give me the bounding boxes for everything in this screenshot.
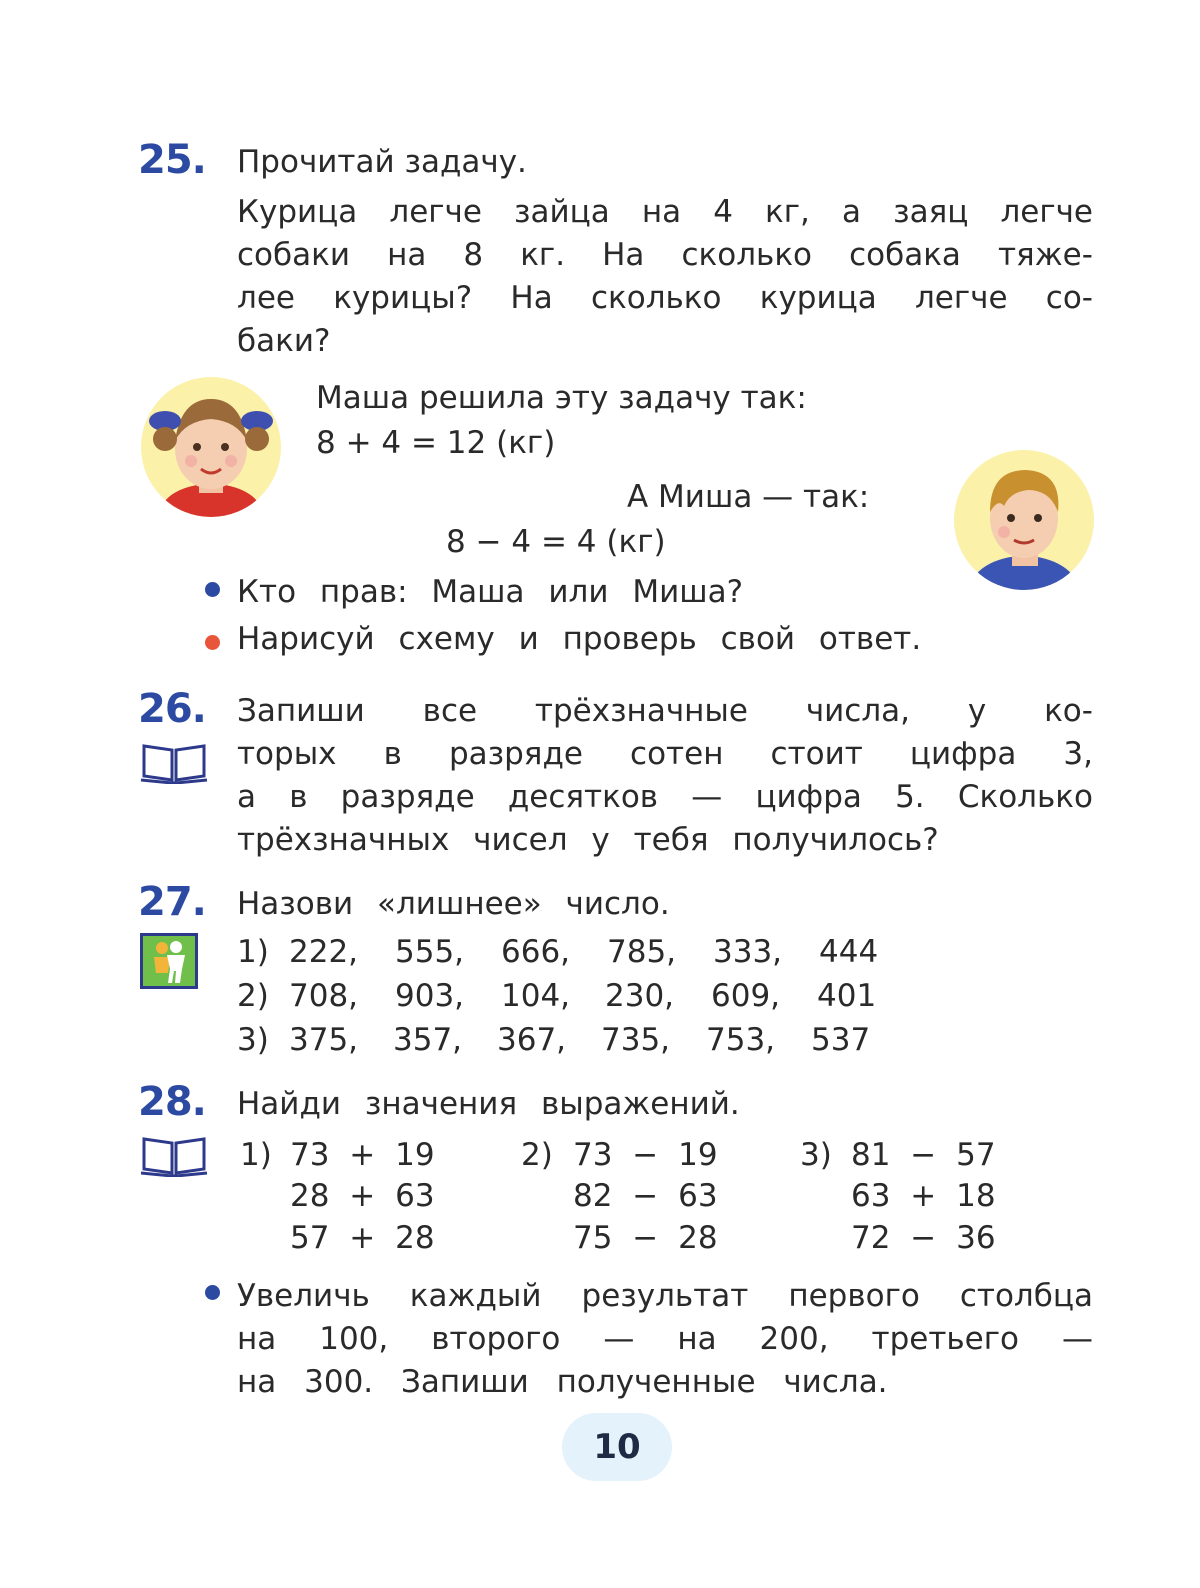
page-number: 10 [562, 1413, 672, 1481]
masha-statement: Маша решила эту задачу так: [316, 380, 807, 416]
task-27-row-2-label: 2) [237, 978, 269, 1014]
task-28-col-1-expr-1: 73 + 19 [290, 1137, 435, 1173]
task-25-line-1: Курица легче зайца на 4 кг, а заяц легче [237, 194, 1093, 230]
task-25-line-4: баки? [237, 323, 331, 359]
task-25-line-2: собаки на 8 кг. На сколько собака тяже- [237, 237, 1093, 273]
task-25-title: Прочитай задачу. [237, 144, 527, 180]
task-27-row-2-v6: 401 [817, 978, 877, 1014]
task-28-col-3-expr-1: 81 − 57 [851, 1137, 996, 1173]
task-27-row-3-v5: 753, [706, 1022, 776, 1058]
misha-solution: 8 − 4 = 4 (кг) [446, 524, 666, 560]
task-27-row-2-v5: 609, [711, 978, 781, 1014]
task-28-col-2-expr-3: 75 − 28 [573, 1220, 718, 1256]
task-28-note-line-3: на 300. Запиши полученные числа. [237, 1364, 888, 1400]
task-27-row-1-label: 1) [237, 934, 269, 970]
task-27-row-1-v1: 222, [289, 934, 359, 970]
task-25-question-who: Кто прав: Маша или Миша? [237, 574, 744, 610]
task-27-row-1-v5: 333, [713, 934, 783, 970]
task-27-row-3-v4: 735, [601, 1022, 671, 1058]
task-28-col-1-expr-2: 28 + 63 [290, 1178, 435, 1214]
misha-statement: А Миша — так: [627, 479, 870, 515]
task-27-row-1-v6: 444 [819, 934, 879, 970]
task-27-row-2-v4: 230, [605, 978, 675, 1014]
task-27-row-1-v2: 555, [395, 934, 465, 970]
task-28-col-1-expr-3: 57 + 28 [290, 1220, 435, 1256]
task-27-row-3-label: 3) [237, 1022, 269, 1058]
task-27-row-1-v3: 666, [501, 934, 571, 970]
misha-avatar [954, 450, 1094, 590]
book-icon [140, 1133, 208, 1181]
task-27-row-2-v3: 104, [501, 978, 571, 1014]
task-27-row-1-v4: 785, [607, 934, 677, 970]
task-26-number: 26. [138, 686, 206, 732]
task-28-note-line-2: на 100, второго — на 200, третьего — [237, 1321, 1093, 1357]
masha-avatar [141, 377, 281, 517]
masha-solution: 8 + 4 = 12 (кг) [316, 425, 556, 461]
task-25-number: 25. [138, 137, 206, 183]
task-26-line-2: торых в разряде сотен стоит цифра 3, [237, 736, 1093, 772]
book-icon [140, 740, 208, 788]
task-28-title: Найди значения выражений. [237, 1086, 740, 1122]
pair-work-icon [140, 933, 198, 993]
task-28-number: 28. [138, 1079, 206, 1125]
task-28-col-2-expr-1: 73 − 19 [573, 1137, 718, 1173]
task-27-row-3-v2: 357, [393, 1022, 463, 1058]
task-27-row-2-v1: 708, [289, 978, 359, 1014]
task-28-col-2-expr-2: 82 − 63 [573, 1178, 718, 1214]
task-28-col-2-label: 2) [521, 1137, 553, 1173]
task-25-line-3: лее курицы? На сколько курица легче со- [237, 280, 1093, 316]
task-28-col-1-label: 1) [240, 1137, 272, 1173]
task-28-note-line-1: Увеличь каждый результат первого столбца [237, 1278, 1093, 1314]
blue-bullet [205, 582, 220, 597]
task-27-row-3-v6: 537 [811, 1022, 871, 1058]
task-26-line-4: трёхзначных чисел у тебя получилось? [237, 822, 939, 858]
task-27-title: Назови «лишнее» число. [237, 886, 670, 922]
red-bullet [205, 635, 220, 650]
task-27-row-3-v3: 367, [497, 1022, 567, 1058]
task-26-line-1: Запиши все трёхзначные числа, у ко- [237, 693, 1093, 729]
blue-bullet [205, 1285, 220, 1300]
task-28-col-3-label: 3) [800, 1137, 832, 1173]
task-27-row-3-v1: 375, [289, 1022, 359, 1058]
task-25-question-draw: Нарисуй схему и проверь свой ответ. [237, 621, 922, 657]
task-27-row-2-v2: 903, [395, 978, 465, 1014]
task-28-col-3-expr-3: 72 − 36 [851, 1220, 996, 1256]
task-27-number: 27. [138, 879, 206, 925]
task-28-col-3-expr-2: 63 + 18 [851, 1178, 996, 1214]
task-26-line-3: а в разряде десятков — цифра 5. Сколько [237, 779, 1093, 815]
